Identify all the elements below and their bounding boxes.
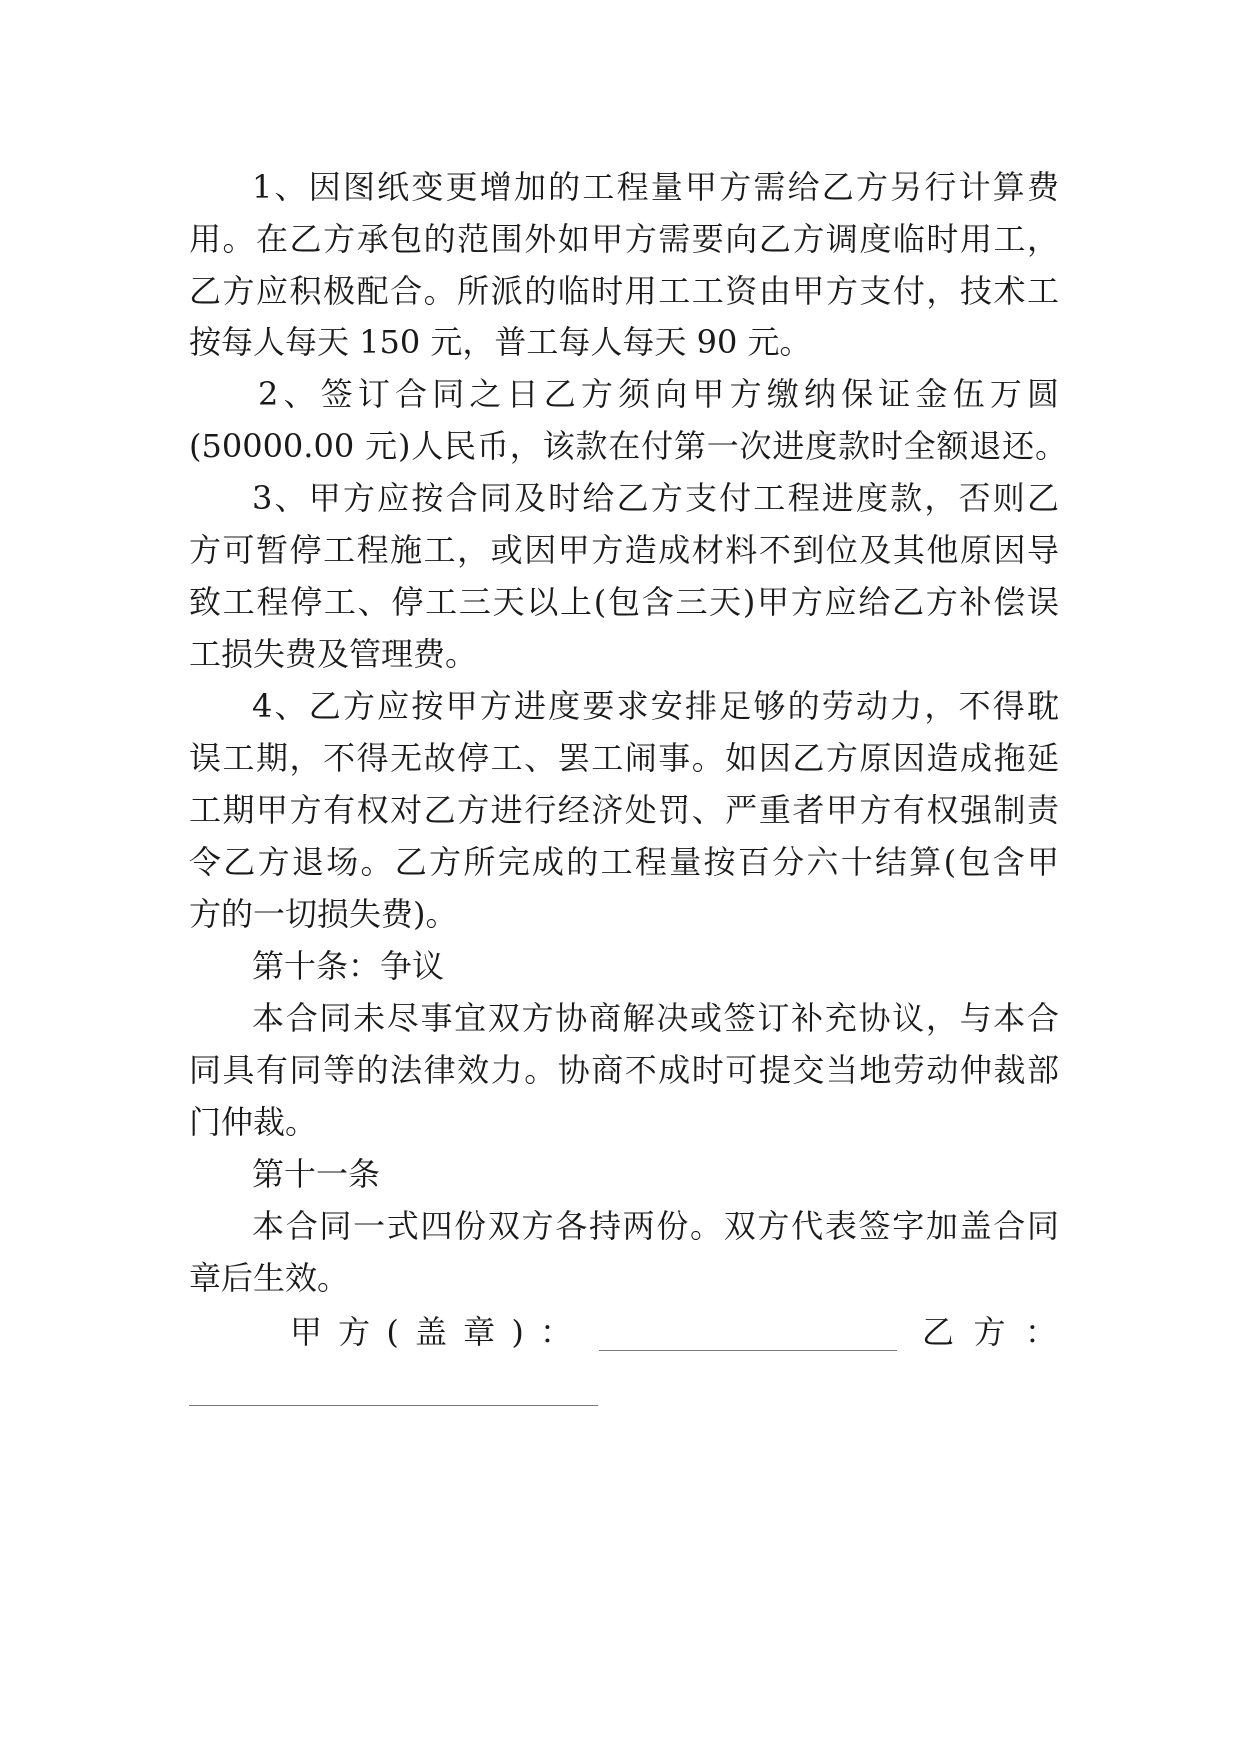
- clause-3-line-4: 工损失费及管理费。: [189, 635, 478, 673]
- clause-2-line-2: (50000.00 元)人民币，该款在付第一次进度款时全额退还。: [189, 427, 1067, 465]
- article-10-line-1: 本合同未尽事宜双方协商解决或签订补充协议，与本合: [252, 999, 1059, 1037]
- article-10-line-3: 门仲裁。: [189, 1103, 318, 1141]
- clause-2-line-1: 2、签订合同之日乙方须向甲方缴纳保证金伍万圆: [258, 375, 1059, 413]
- clause-4-line-5: 方的一切损失费)。: [189, 895, 458, 933]
- clause-3-line-3: 致工程停工、停工三天以上(包含三天)甲方应给乙方补偿误: [189, 583, 1059, 621]
- clause-3-line-1: 3、甲方应按合同及时给乙方支付工程进度款，否则乙: [252, 479, 1059, 517]
- clause-4-line-2: 误工期，不得无故停工、罢工闹事。如因乙方原因造成拖延: [189, 739, 1059, 777]
- clause-1-line-4: 按每人每天 150 元，普工每人每天 90 元。: [189, 323, 812, 361]
- party-b-signature-line: [189, 1405, 598, 1406]
- clause-1-line-3: 乙方应积极配合。所派的临时用工工资由甲方支付，技术工: [189, 272, 1059, 310]
- clause-1-line-2: 用。在乙方承包的范围外如甲方需要向乙方调度临时用工，: [189, 220, 1059, 258]
- party-a-seal-label: 甲方(盖章)：: [290, 1313, 572, 1351]
- clause-4-line-3: 工期甲方有权对乙方进行经济处罚、严重者甲方有权强制责: [189, 791, 1059, 829]
- article-10-heading: 第十条：争议: [252, 947, 445, 985]
- article-11-line-1: 本合同一式四份双方各持两份。双方代表签字加盖合同: [252, 1207, 1059, 1245]
- clause-4-line-4: 令乙方退场。乙方所完成的工程量按百分六十结算(包含甲: [189, 843, 1059, 881]
- party-a-signature-line: [599, 1350, 897, 1351]
- clause-1-line-1: 1、因图纸变更增加的工程量甲方需给乙方另行计算费: [252, 168, 1059, 206]
- clause-4-line-1: 4、乙方应按甲方进度要求安排足够的劳动力，不得耽: [252, 687, 1059, 725]
- article-11-line-2: 章后生效。: [189, 1259, 350, 1297]
- party-b-label: 乙方：: [922, 1313, 1057, 1351]
- clause-3-line-2: 方可暂停工程施工，或因甲方造成材料不到位及其他原因导: [189, 531, 1059, 569]
- article-10-line-2: 同具有同等的法律效力。协商不成时可提交当地劳动仲裁部: [189, 1051, 1059, 1089]
- article-11-heading: 第十一条: [252, 1155, 381, 1193]
